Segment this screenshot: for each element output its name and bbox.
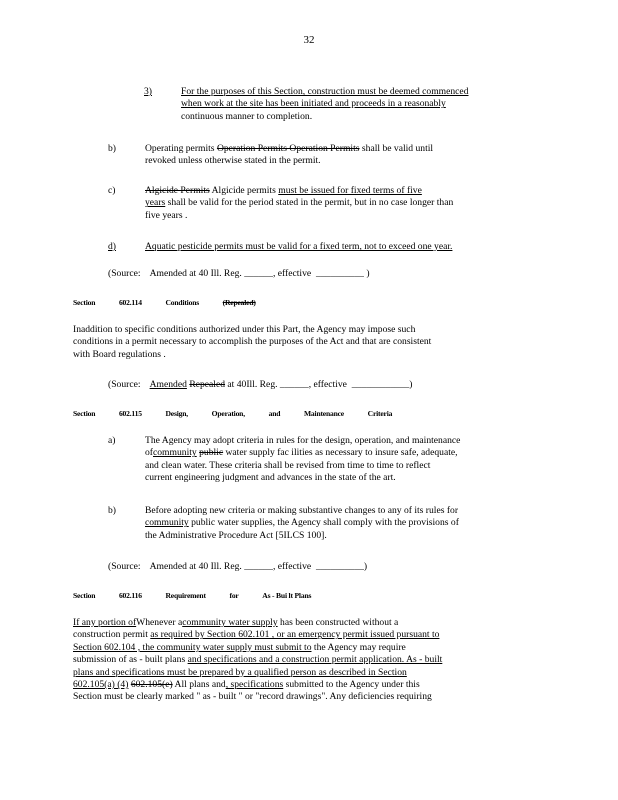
- operating-struck: Operation Permits Operation Permits: [216, 143, 360, 154]
- source-3-label: (Source:: [108, 561, 141, 572]
- section-title-word: Criteria: [367, 409, 393, 418]
- item-a-design-label: a): [108, 435, 116, 446]
- item-3-line-3: continuous manner to completion.: [181, 110, 313, 122]
- before-community: community: [145, 517, 189, 529]
- section-number: 602.115: [118, 409, 142, 418]
- section-label: Section: [73, 591, 96, 600]
- source-1-close: ): [366, 268, 370, 279]
- source-1-amended: Amended at 40 Ill. Reg.: [149, 268, 242, 279]
- item-a-design-text: [145, 435, 535, 485]
- asbuilt-l2-a: construction permit: [73, 629, 148, 641]
- section-label: Section: [73, 409, 96, 418]
- design-community: community: [153, 447, 197, 459]
- item-c-text: [145, 185, 535, 222]
- item-3-label: 3): [144, 86, 152, 97]
- source-3-effective: , effective: [272, 561, 312, 572]
- design-line-4: current engineering judgment and advances in the state of the art.: [145, 472, 396, 484]
- source-2-close: ): [409, 379, 413, 390]
- algicide-under: must be issued for fixed terms of five: [278, 185, 422, 196]
- conditions-line-1: Inaddition to specific conditions authorized under this Part, the Agency may impose such: [73, 324, 416, 335]
- section-602-116-heading: [73, 590, 333, 602]
- source-1-effective: , effective: [272, 268, 312, 279]
- operating-pre: Operating permits: [145, 143, 215, 154]
- section-602-115-heading: [73, 408, 414, 420]
- algicide-struck: Algicide Permits: [145, 185, 210, 196]
- source-1-blank-2: __________: [315, 268, 364, 279]
- before-line-2: public water supplies, the Agency shall comply with the provisions of: [191, 517, 459, 529]
- source-3-amended: Amended at 40 Ill. Reg.: [149, 561, 242, 572]
- source-2-blank-1: ______: [279, 379, 309, 390]
- asbuilt-l6-rest: All plans and: [174, 679, 226, 691]
- source-3-close: ): [363, 561, 368, 572]
- source-3-blank-1: ______: [244, 561, 273, 572]
- item-b-before-label: b): [108, 505, 116, 516]
- conditions-line-2: conditions in a permit necessary to accomplish the purposes of the Act and that are consistent: [73, 336, 432, 348]
- item-3-text: [181, 86, 541, 123]
- algicide-plain: Algicide permits: [211, 185, 276, 196]
- section-title-word: for: [229, 591, 239, 600]
- item-b-before-text: [145, 505, 535, 542]
- section-label: Section: [73, 298, 96, 307]
- design-line-1: The Agency may adopt criteria in rules for the design, operation, and maintenance: [145, 435, 461, 446]
- asbuilt-l5: plans and specifications must be prepared by a qualified person as described in Section: [73, 666, 407, 678]
- asbuilt-l4-a: submission of as - built plans: [73, 654, 186, 666]
- section-title-word: Requirement: [165, 591, 206, 600]
- asbuilt-l7: Section must be clearly marked " as - built " or "record drawings". Any deficiencies requiring: [73, 691, 432, 703]
- section-title-word: Design,: [165, 409, 188, 418]
- source-3-blank-2: __________: [315, 561, 364, 572]
- before-line-1: Before adopting new criteria or making substantive changes to any of its rules for: [145, 505, 459, 516]
- asbuilt-l3-under: Section 602.104 , the community water supply must submit to: [73, 641, 312, 653]
- algicide-line-2: shall be valid for the period stated in the permit, but in no case longer than: [167, 197, 454, 209]
- asbuilt-l2-under: as required by Section 602.101 , or an emergency permit issued pursuant to: [150, 629, 440, 641]
- section-title-word: Maintenance: [303, 409, 344, 418]
- source-note-1: [108, 268, 370, 280]
- operating-post: shall be valid until: [361, 143, 434, 154]
- section-title: Conditions: [165, 298, 199, 307]
- section-title-word: As - Bui lt Plans: [262, 591, 312, 600]
- section-number: 602.114: [118, 298, 142, 307]
- operating-line-2: revoked unless otherwise stated in the permit.: [145, 155, 321, 167]
- item-b-operating-text: [145, 143, 535, 168]
- asbuilt-l1-rest: Whenever a: [136, 617, 183, 628]
- source-2-reg: at 40Ill. Reg.: [227, 379, 278, 390]
- source-note-2: [108, 379, 412, 391]
- source-2-amended: Amended: [149, 379, 187, 390]
- section-602-114-heading: [73, 297, 278, 309]
- asbuilt-l6-end: submitted to the Agency under this: [285, 679, 420, 691]
- before-line-3: the Administrative Procedure Act [5ILCS 100].: [145, 529, 327, 541]
- design-line-3: and clean water. These criteria shall be revised from time to time to reflect: [145, 459, 431, 471]
- algicide-line-3: five years .: [145, 209, 188, 221]
- section-title-word: and: [268, 409, 281, 418]
- asbuilt-l4-under: and specifications and a construction permit application. As - built: [187, 654, 443, 666]
- section-repealed: (Repealed): [222, 298, 256, 307]
- item-c-label: c): [108, 185, 116, 196]
- asbuilt-l3-rest: the Agency may require: [313, 641, 406, 653]
- item-d-text: Aquatic pesticide permits must be valid for a fixed term, not to exceed one year.: [145, 241, 453, 252]
- section-number: 602.116: [118, 591, 142, 600]
- conditions-line-3: with Board regulations .: [73, 348, 166, 360]
- asbuilt-l6-under2: , specifications: [225, 679, 284, 691]
- section-title-word: Operation,: [211, 409, 245, 418]
- asbuilt-l1-end: has been constructed without a: [280, 617, 399, 628]
- source-1-blank-1: ______: [244, 268, 273, 279]
- algicide-years: years: [145, 197, 166, 209]
- design-line-2-pre: of: [145, 447, 153, 459]
- source-2-effective: , effective: [308, 379, 347, 390]
- asbuilt-l1-under2: community water supply: [182, 617, 278, 628]
- asbuilt-l6-under: 602.105(a) (4): [73, 679, 129, 691]
- asbuilt-l1-under: If any portion of: [73, 617, 137, 628]
- source-2-repealed: Repealed: [189, 379, 226, 390]
- source-note-3: [108, 561, 367, 573]
- source-2-blank-2: ____________: [351, 379, 410, 390]
- item-3-line-1: For the purposes of this Section, construction must be deemed commenced: [181, 86, 469, 97]
- page-number: 32: [303, 34, 315, 46]
- item-d-label: d): [108, 241, 116, 252]
- design-line-2-post: water supply fac ilities as necessary to insure safe, adequate,: [225, 447, 458, 459]
- as-built-paragraph: [73, 617, 543, 704]
- source-1-label: (Source:: [108, 268, 141, 279]
- asbuilt-l6-struck: 602.105(e): [130, 679, 173, 691]
- design-public-struck: public: [199, 447, 224, 459]
- item-b-operating-label: b): [108, 143, 116, 154]
- source-2-label: (Source:: [108, 379, 141, 390]
- item-3-line-2: when work at the site has been initiated and proceeds in a reasonably: [181, 98, 446, 110]
- conditions-paragraph: [73, 324, 533, 361]
